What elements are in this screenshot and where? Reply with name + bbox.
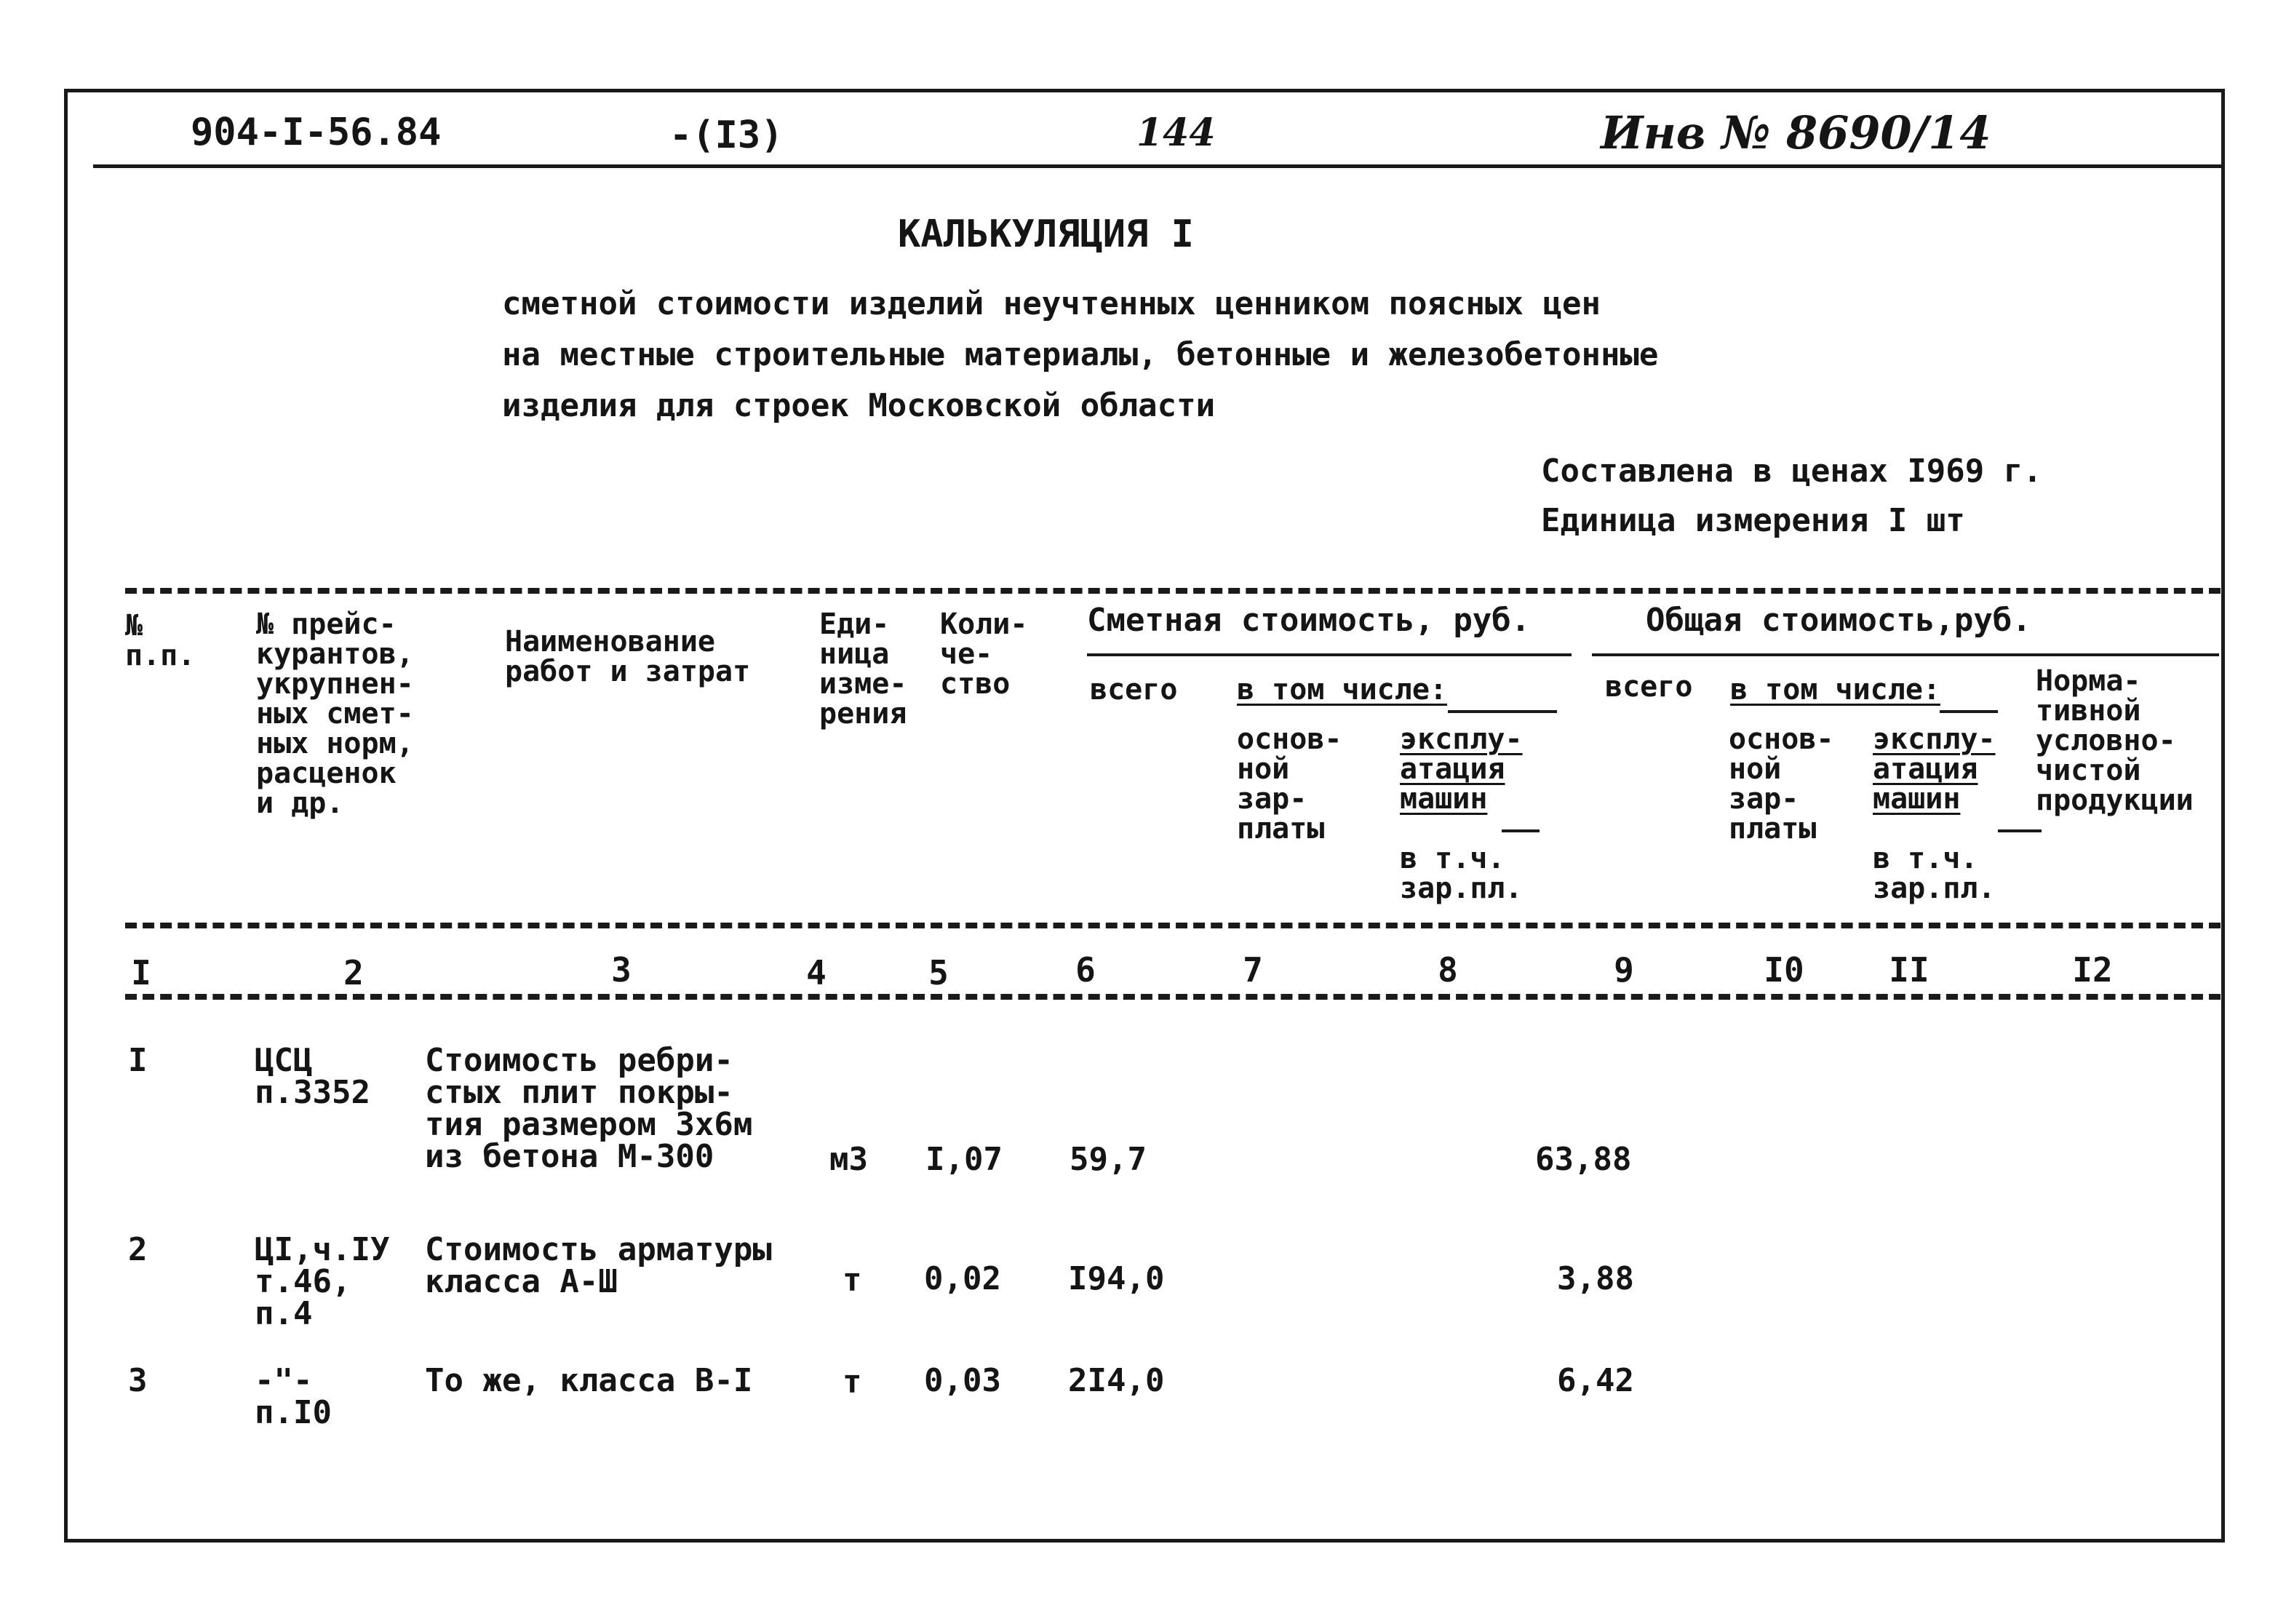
column-number: 3 [611,950,632,990]
row-2-qty: 0,02 [924,1260,1001,1297]
est-machines-rule [1502,829,1540,832]
row-2-total: 3,88 [1557,1260,1634,1297]
estimated-cost-rule [1087,653,1572,656]
est-including-rule [1448,710,1557,713]
total-incl-wage-header: в т.ч. зар.пл. [1873,842,1996,905]
row-2-ref: ЦI,ч.IУ т.46, п.4 [255,1231,390,1332]
row-1-ref: ЦСЦ п.3352 [255,1042,370,1111]
column-number-rule [125,994,2221,1000]
column-number: 7 [1243,950,1263,990]
column-number: 9 [1614,950,1634,990]
est-machines-header: эксплу- атация машин [1400,723,1523,816]
column-number: I2 [2072,950,2113,990]
col-header-price-list: № прейс- курантов, укрупнен- ных смет- ных норм, расценок и др. [256,608,414,820]
column-number: 8 [1438,950,1458,990]
total-cost-rule [1592,653,2219,656]
total-total-header: всего [1605,670,1693,704]
doc-code: 904-I-56.84 [191,111,442,154]
row-3-ref: -"- п.I0 [255,1362,332,1431]
row-3-unit: т [843,1364,862,1401]
row-1-cost: 59,7 [1070,1141,1147,1178]
row-1-qty: I,07 [925,1141,1003,1178]
row-1-unit: м3 [829,1141,868,1178]
estimated-cost-header: Сметная стоимость, руб. [1087,602,1531,639]
calc-heading: КАЛЬКУЛЯЦИЯ I [898,212,1194,256]
total-base-wage-header: основ- ной зар- платы [1729,723,1834,845]
table-top-rule [125,588,2221,594]
sheet-ref: -(I3) [669,114,784,157]
row-2-unit: т [843,1262,862,1299]
page-number: 144 [1136,111,1216,155]
est-base-wage-header: основ- ной зар- платы [1237,723,1342,845]
column-number: I [131,953,151,992]
row-3-total: 6,42 [1557,1362,1634,1399]
row-3-qty: 0,03 [924,1362,1001,1399]
row-3-cost: 2I4,0 [1068,1362,1165,1399]
col-header-no: № п.п. [125,609,196,672]
total-machines-rule [1998,829,2042,832]
row-1-name: Стоимость ребри- стых плит покры- тия размером 3х6м из бетона М-300 [425,1042,753,1175]
total-cost-header: Общая стоимость,руб. [1646,602,2031,639]
total-including-rule [1940,710,1998,713]
col-header-unit: Еди- ница изме- рения [819,608,907,731]
total-including-header: в том числе: [1730,673,1940,706]
header-rule [93,164,2225,168]
compiled-prices: Составлена в ценах I969 г. [1541,453,2042,490]
row-3-name: То же, класса В-I [425,1362,753,1399]
row-1-no: I [128,1042,148,1079]
row-3-no: 3 [128,1362,148,1399]
title-line-3: изделия для строек Московской области [502,387,1216,424]
col-header-qty: Коли- че- ство [940,608,1028,701]
title-line-2: на местные строительные материалы, бетонные и железобетонные [502,336,1659,373]
row-2-name: Стоимость арматуры класса А-Ш [425,1231,772,1300]
unit-of-measure: Единица измерения I шт [1541,502,1965,539]
column-number: 5 [928,953,949,992]
inventory-number: Инв № 8690/14 [1601,106,1991,159]
column-number: 6 [1075,950,1096,990]
column-number: 4 [806,953,827,992]
est-including-header: в том числе: [1237,673,1447,706]
row-1-total: 63,88 [1535,1141,1632,1178]
total-machines-header: эксплу- атация машин [1873,723,1996,816]
col-header-name: Наименование работ и затрат [505,625,751,688]
column-number: II [1889,950,1929,990]
est-incl-wage-header: в т.ч. зар.пл. [1400,842,1523,905]
table-header-bottom-rule [125,923,2221,928]
row-2-no: 2 [128,1231,148,1268]
title-line-1: сметной стоимости изделий неучтенных ценником поясных цен [502,285,1601,322]
normative-product-header: Норма- тивной условно- чистой продукции [2036,664,2194,817]
row-2-cost: I94,0 [1068,1260,1165,1297]
column-number: I0 [1764,950,1804,990]
column-number: 2 [343,953,364,992]
est-total-header: всего [1090,673,1178,706]
